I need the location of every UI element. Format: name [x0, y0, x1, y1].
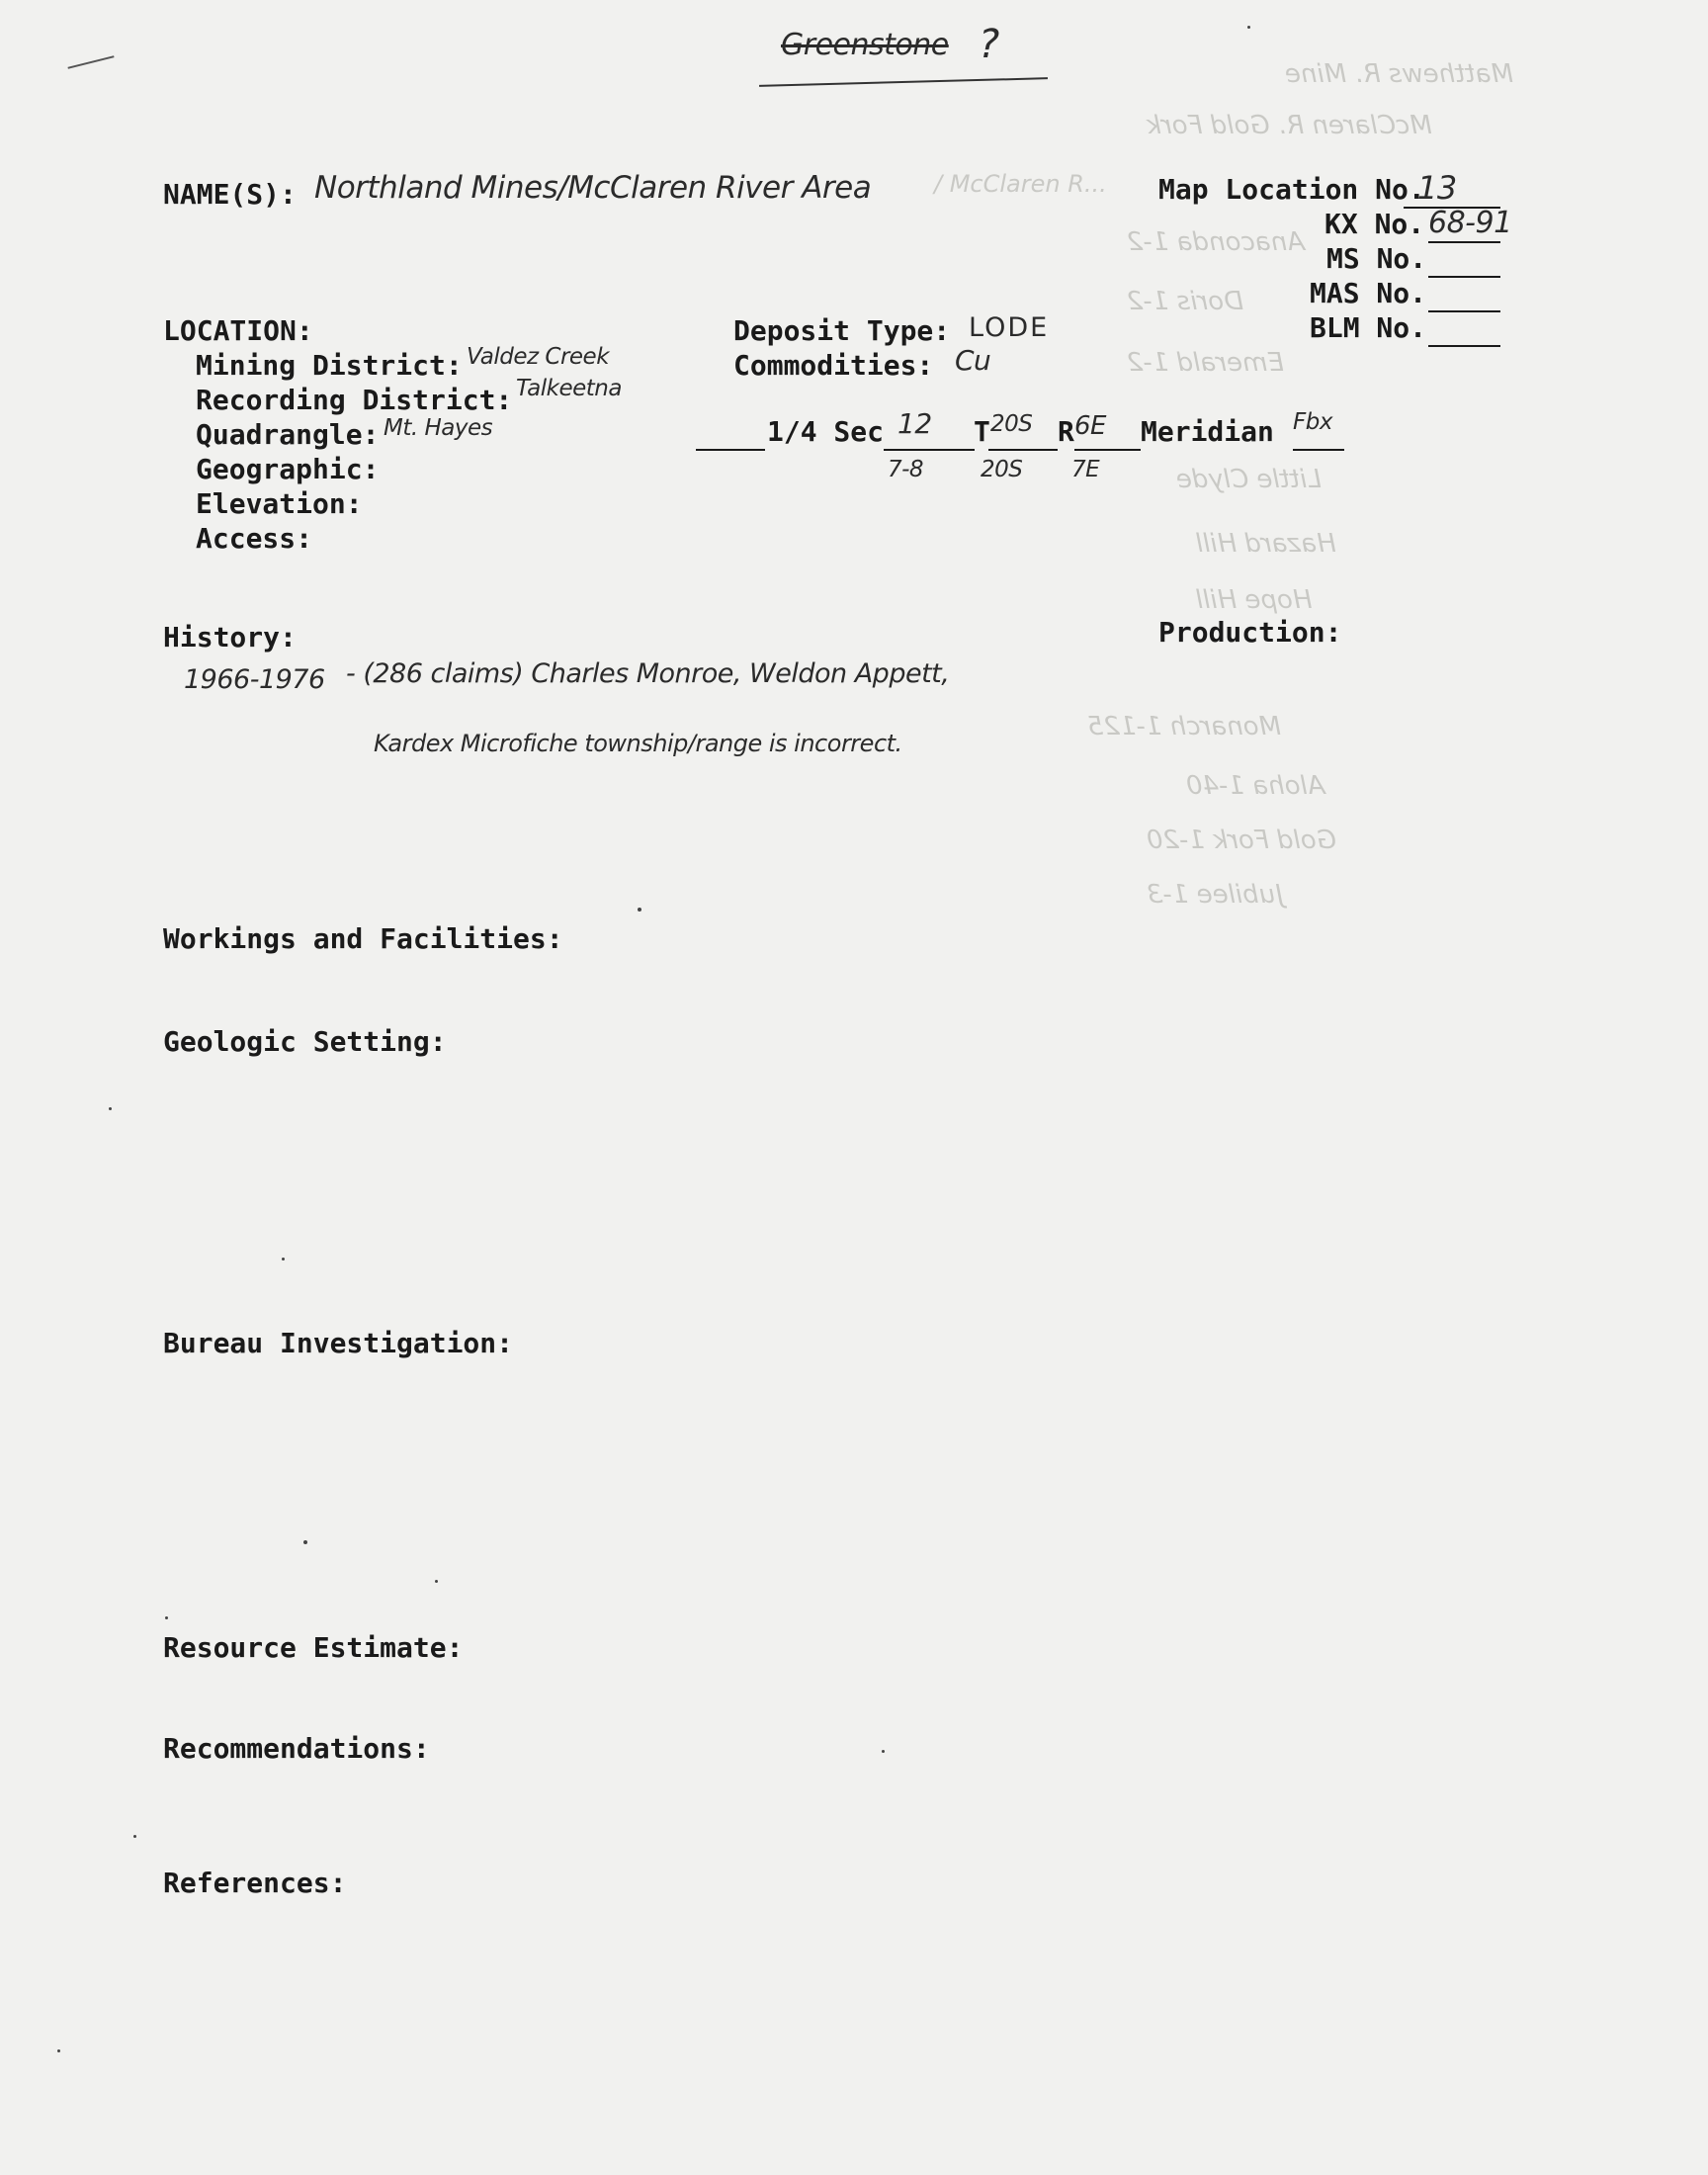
scan-speck — [165, 1616, 168, 1619]
scan-speck — [638, 908, 641, 912]
blm-no-field — [1428, 311, 1500, 347]
ms-no-label: MS No. — [1326, 242, 1427, 275]
recommendations-label: Recommendations: — [163, 1732, 430, 1765]
kx-no-field — [1428, 206, 1512, 243]
scan-speck — [57, 2049, 60, 2052]
recording-district-label: Recording District: — [196, 384, 513, 416]
geographic-label: Geographic: — [196, 453, 380, 485]
quadrangle-label: Quadrangle: — [196, 418, 380, 451]
bleed-line: McClaren R. Gold Fork — [1147, 111, 1432, 140]
range-label: R — [1058, 415, 1074, 448]
ms-no-field — [1428, 242, 1500, 278]
mining-district-label: Mining District: — [196, 349, 463, 382]
meridian-value: Fbx — [1293, 409, 1332, 435]
history-line-2: Kardex Microfiche township/range is incorrect. — [374, 730, 902, 757]
blm-no-label: BLM No. — [1310, 311, 1427, 344]
range-field — [1074, 411, 1141, 451]
scan-speck — [435, 1580, 438, 1583]
history-line-1: - (286 claims) Charles Monroe, Weldon Appett, — [346, 658, 950, 689]
deposit-type-label: Deposit Type: — [733, 314, 951, 347]
scan-speck — [1247, 26, 1250, 29]
bleed-line: Aloha 1-40 — [1186, 771, 1325, 801]
commodities-value: Cu — [955, 344, 991, 377]
references-label: References: — [163, 1867, 347, 1899]
bleed-line: Jubilee 1-3 — [1147, 880, 1283, 910]
location-label: LOCATION: — [163, 314, 313, 347]
kx-no-label: KX No. — [1324, 208, 1425, 240]
section-field — [884, 407, 975, 451]
quarter-sec-label: 1/4 Sec — [767, 415, 885, 448]
bleed-line: Anaconda 1-2 — [1127, 227, 1306, 257]
bleed-line: Matthews R. Mine — [1285, 59, 1514, 89]
section-value: 12 — [897, 407, 932, 440]
range-alt-value: 7E — [1071, 457, 1100, 482]
township-field — [988, 411, 1058, 451]
quarter-section-blank — [696, 415, 765, 451]
mas-no-label: MAS No. — [1310, 277, 1427, 309]
resource-estimate-label: Resource Estimate: — [163, 1631, 464, 1664]
geologic-setting-label: Geologic Setting: — [163, 1025, 447, 1058]
mining-district-value: Valdez Creek — [467, 344, 610, 370]
kx-no-value: 68-91 — [1428, 206, 1512, 240]
commodities-label: Commodities: — [733, 349, 934, 382]
production-label: Production: — [1158, 616, 1342, 649]
scan-mark — [67, 55, 114, 69]
map-location-field — [1404, 169, 1500, 209]
scan-speck — [109, 1107, 112, 1110]
map-location-label: Map Location No. — [1158, 173, 1425, 206]
recording-district-value: Talkeetna — [516, 376, 622, 401]
names-label: NAME(S): — [163, 178, 297, 211]
scan-speck — [303, 1540, 307, 1544]
deposit-type-value: LODE — [969, 312, 1050, 343]
header-note-mark: ? — [979, 22, 999, 67]
bleed-line: Emerald 1-2 — [1127, 348, 1284, 378]
township-value: 20S — [990, 411, 1033, 437]
workings-label: Workings and Facilities: — [163, 922, 563, 955]
header-note-underline — [759, 77, 1048, 87]
names-faint-value: / McClaren R... — [934, 170, 1107, 198]
names-value: Northland Mines/McClaren River Area — [314, 170, 872, 206]
bleed-line: Little Clyde — [1176, 465, 1322, 494]
bleed-line: Monarch 1-125 — [1087, 712, 1282, 741]
scan-speck — [282, 1258, 285, 1261]
access-label: Access: — [196, 522, 313, 555]
bleed-line: Hope Hill — [1196, 585, 1313, 615]
township-label: T — [974, 415, 990, 448]
mas-no-field — [1428, 277, 1500, 312]
elevation-label: Elevation: — [196, 487, 363, 520]
range-value: 6E — [1074, 411, 1106, 441]
bleed-line: Gold Fork 1-20 — [1147, 826, 1336, 855]
bleed-line: Doris 1-2 — [1127, 287, 1244, 316]
meridian-label: Meridian — [1141, 415, 1274, 448]
map-location-value: 13 — [1417, 169, 1457, 207]
section-alt-value: 7-8 — [888, 457, 924, 482]
header-note-struck: Greenstone — [781, 28, 949, 62]
quadrangle-value: Mt. Hayes — [384, 415, 493, 441]
bleed-line: Hazard Hill — [1196, 529, 1336, 559]
history-years: 1966-1976 — [184, 664, 325, 695]
scan-speck — [133, 1835, 136, 1838]
meridian-field — [1293, 409, 1344, 451]
bureau-investigation-label: Bureau Investigation: — [163, 1327, 514, 1359]
scan-speck — [882, 1750, 885, 1753]
history-label: History: — [163, 621, 297, 653]
township-alt-value: 20S — [981, 457, 1023, 482]
